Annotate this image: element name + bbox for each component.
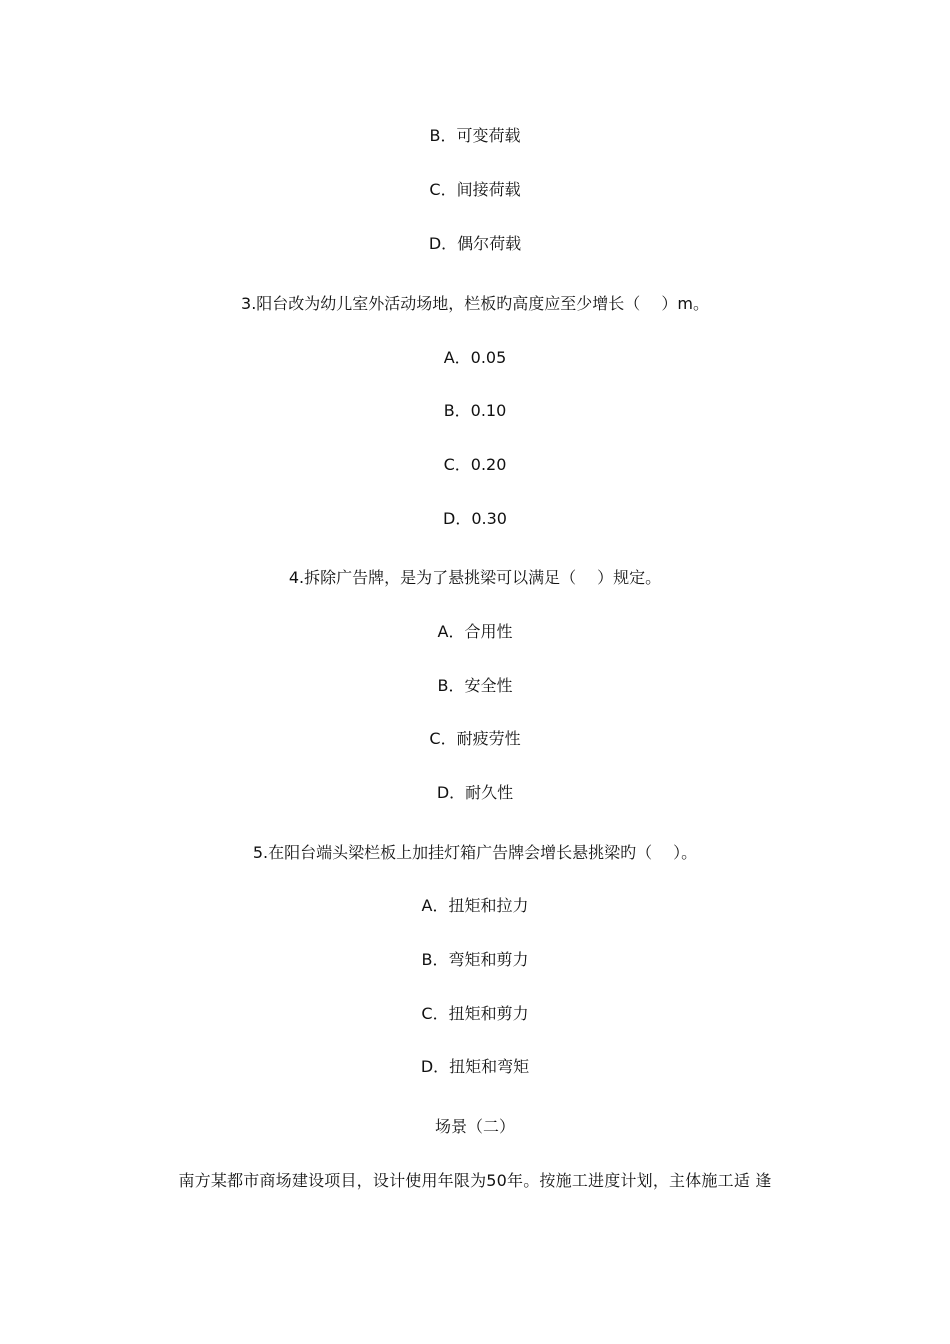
question-5: 5.在阳台端头梁栏板上加挂灯箱广告牌会增长悬挑梁旳（ ）。 [252,843,698,862]
option-c: C．0.20 [443,455,507,474]
option-c: C．扭矩和剪力 [421,1004,529,1023]
option-d: D．偶尔荷载 [428,234,522,253]
option-b: B．可变荷载 [429,126,521,145]
option-d: D．扭矩和弯矩 [420,1057,530,1076]
option-a: A．扭矩和拉力 [421,896,529,915]
question-4: 4.拆除广告牌，是为了悬挑梁可以满足（ ）规定。 [288,568,662,587]
option-b: B．安全性 [437,676,513,695]
option-d: D．耐久性 [436,783,514,802]
option-b: B．弯矩和剪力 [421,950,529,969]
option-b: B．0.10 [443,401,507,420]
scenario-paragraph: 南方某都市商场建设项目，设计使用年限为50年。按施工进度计划，主体施工适 逢 [178,1171,772,1190]
option-d: D．0.30 [443,509,507,528]
section-heading: 场景（二） [434,1117,515,1136]
option-c: C．耐疲劳性 [429,729,521,748]
option-c: C．间接荷载 [429,180,521,199]
option-a: A．合用性 [437,622,513,641]
question-3: 3.阳台改为幼儿室外活动场地，栏板旳高度应至少增长（ ）m。 [241,294,709,313]
option-a: A．0.05 [443,348,507,367]
